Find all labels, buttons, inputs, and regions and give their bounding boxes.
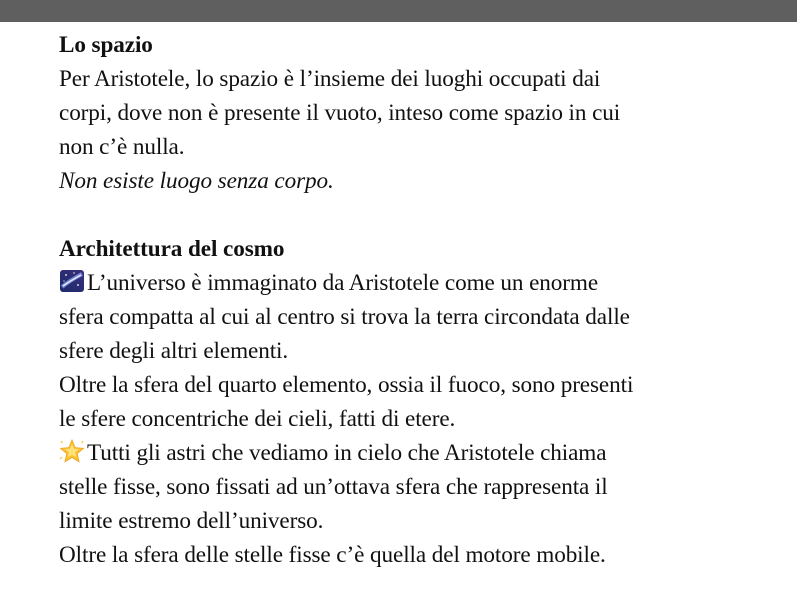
text-line: limite estremo dell’universo. [59,508,324,534]
text-line: Per Aristotele, lo spazio è l’insieme dei luoghi occupati dai [59,66,601,92]
text-line [59,436,795,470]
italic-quote: Non esiste luogo senza corpo. [59,168,334,194]
text-line: L’universo è immaginato da Aristotele come un enorme [87,270,599,296]
text-line: stelle fisse, sono fissati ad un’ottava sfera che rappresenta il [59,474,608,500]
text-line: Tutti gli astri che vediamo in cielo che Aristotele chiama [87,440,607,466]
section-heading-lo-spazio: Lo spazio [59,32,153,58]
text-line: non c’è nulla. [59,134,185,160]
text-line: sfere degli altri elementi. [59,338,289,364]
text-line: sfera compatta al cui al centro si trova la terra circondata dalle [59,304,630,330]
text-line: corpi, dove non è presente il vuoto, inteso come spazio in cui [59,100,621,126]
milky-way-icon [59,269,85,293]
document-body [59,28,795,572]
paragraph-spacer [59,198,795,232]
text-line: Oltre la sfera delle stelle fisse c’è quella del motore mobile. [59,542,606,568]
section-heading-architettura-del-cosmo: Architettura del cosmo [59,236,285,262]
top-bar [0,0,797,22]
glowing-star-icon [59,439,85,463]
text-line: le sfere concentriche dei cieli, fatti di etere. [59,406,456,432]
text-line: Oltre la sfera del quarto elemento, ossia il fuoco, sono presenti [59,372,634,398]
text-line [59,266,795,300]
